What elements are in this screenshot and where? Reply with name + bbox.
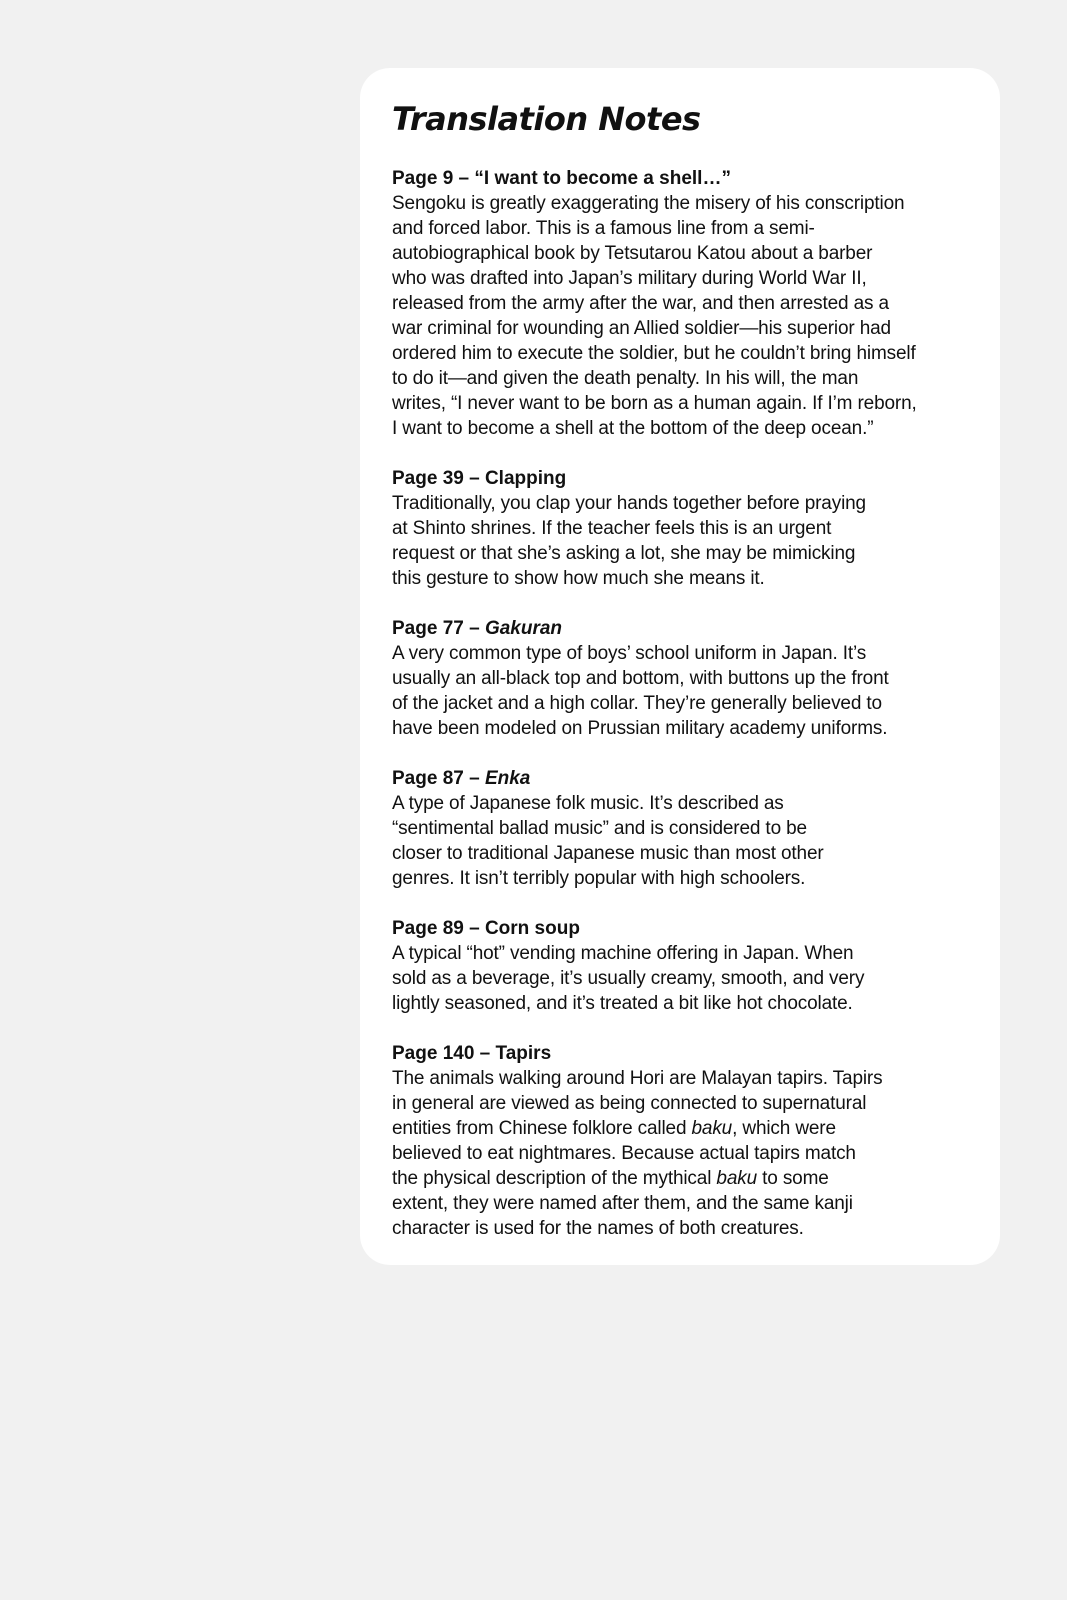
note-line: at Shinto shrines. If the teacher feels this is an urgent	[392, 518, 832, 539]
note-page-ref: Page 87 –	[392, 768, 485, 789]
note-line: “sentimental ballad music” and is considered to be	[392, 818, 807, 839]
note-line: A type of Japanese folk music. It’s described as	[392, 793, 784, 814]
note-heading	[392, 466, 978, 491]
note-heading	[392, 766, 978, 791]
note-line: of the jacket and a high collar. They’re generally believed to	[392, 693, 882, 714]
note-body	[392, 941, 978, 1016]
note-page-ref: Page 140 –	[392, 1043, 496, 1064]
note-body	[392, 1066, 978, 1241]
note-line: sold as a beverage, it’s usually creamy, smooth, and very	[392, 968, 865, 989]
note-body	[392, 491, 978, 591]
note-line: this gesture to show how much she means it.	[392, 568, 765, 589]
note-entry	[392, 466, 978, 591]
note-line: war criminal for wounding an Allied soldier—his superior had	[392, 318, 891, 339]
note-heading	[392, 916, 978, 941]
note-line: A very common type of boys’ school uniform in Japan. It’s	[392, 643, 867, 664]
note-term: Clapping	[484, 468, 567, 489]
notes-list	[392, 166, 978, 1241]
note-page-ref: Page 39 –	[392, 468, 485, 489]
translation-notes-card	[360, 68, 1000, 1265]
note-line: and forced labor. This is a famous line from a semi-	[392, 218, 815, 239]
note-line: the physical description of the mythical baku to some	[392, 1168, 829, 1189]
note-line: in general are viewed as being connected to supernatural	[392, 1093, 867, 1114]
note-line: The animals walking around Hori are Malayan tapirs. Tapirs	[392, 1068, 883, 1089]
note-line: character is used for the names of both creatures.	[392, 1218, 804, 1239]
note-body	[392, 641, 978, 741]
note-line: have been modeled on Prussian military academy uniforms.	[392, 718, 888, 739]
note-term: Enka	[484, 768, 531, 789]
page-title: Translation Notes	[392, 100, 701, 138]
note-line: I want to become a shell at the bottom of the deep ocean.”	[392, 418, 874, 439]
note-page-ref: Page 9 –	[392, 168, 475, 189]
note-heading	[392, 166, 978, 191]
note-line: genres. It isn’t terribly popular with high schoolers.	[392, 868, 806, 889]
note-entry	[392, 166, 978, 441]
note-line: extent, they were named after them, and the same kanji	[392, 1193, 853, 1214]
note-page-ref: Page 77 –	[392, 618, 485, 639]
note-term: Corn soup	[484, 918, 580, 939]
note-line: Traditionally, you clap your hands together before praying	[392, 493, 866, 514]
note-term: Tapirs	[495, 1043, 552, 1064]
note-entry	[392, 1041, 978, 1241]
note-body	[392, 791, 978, 891]
note-entry	[392, 766, 978, 891]
note-line: who was drafted into Japan’s military during World War II,	[392, 268, 867, 289]
note-entry	[392, 616, 978, 741]
note-line: ordered him to execute the soldier, but he couldn’t bring himself	[392, 343, 916, 364]
note-entry	[392, 916, 978, 1016]
note-line: request or that she’s asking a lot, she may be mimicking	[392, 543, 856, 564]
note-page-ref: Page 89 –	[392, 918, 485, 939]
note-line: A typical “hot” vending machine offering in Japan. When	[392, 943, 854, 964]
note-line: entities from Chinese folklore called baku, which were	[392, 1118, 836, 1139]
note-term: Gakuran	[484, 618, 563, 639]
note-line: writes, “I never want to be born as a human again. If I’m reborn,	[392, 393, 917, 414]
note-line: released from the army after the war, and then arrested as a	[392, 293, 889, 314]
note-body	[392, 191, 978, 441]
note-line: closer to traditional Japanese music than most other	[392, 843, 824, 864]
note-line: Sengoku is greatly exaggerating the misery of his conscription	[392, 193, 905, 214]
note-line: believed to eat nightmares. Because actual tapirs match	[392, 1143, 856, 1164]
note-line: lightly seasoned, and it’s treated a bit like hot chocolate.	[392, 993, 853, 1014]
note-heading	[392, 616, 978, 641]
note-line: to do it—and given the death penalty. In his will, the man	[392, 368, 859, 389]
note-line: usually an all-black top and bottom, with buttons up the front	[392, 668, 889, 689]
note-line: autobiographical book by Tetsutarou Katou about a barber	[392, 243, 873, 264]
note-term: “I want to become a shell…”	[474, 168, 731, 189]
note-heading	[392, 1041, 978, 1066]
